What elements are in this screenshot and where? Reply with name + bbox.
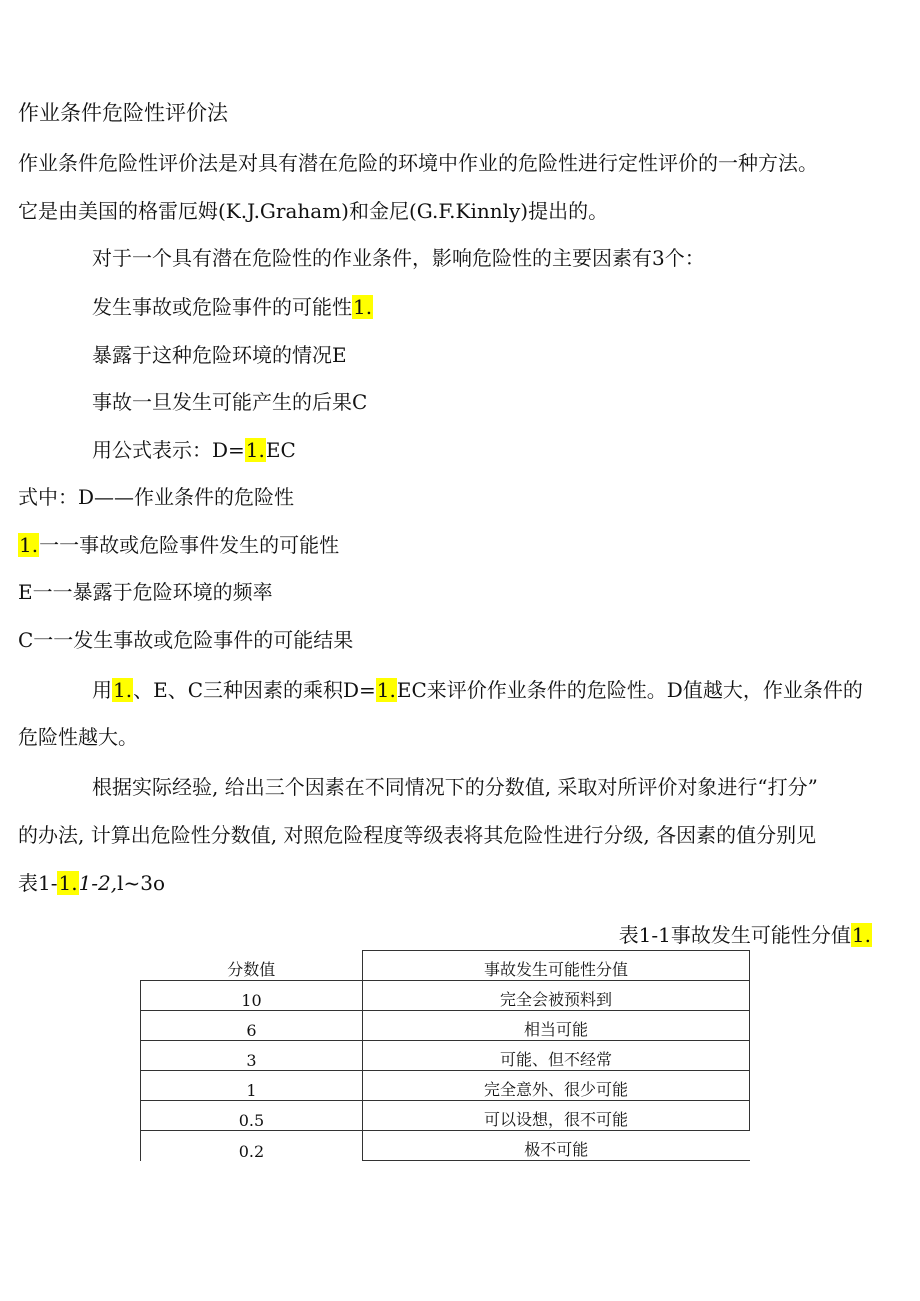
basis-line-2: 的办法, 计算出危险性分数值, 对照危险程度等级表将其危险性进行分级, 各因素的值分别见 [18, 823, 817, 847]
table-cell-description: 完全会被预料到 [362, 981, 749, 1011]
usage-line-1 [92, 677, 863, 703]
basis-line-1: 根据实际经验, 给出三个因素在不同情况下的分数值, 采取对所评价对象进行“打分” [92, 775, 818, 799]
usage-mid: 、E、C三种因素的乘积D= [133, 678, 376, 702]
intro-line-1: 作业条件危险性评价法是对具有潜在危险的环境中作业的危险性进行定性评价的一种方法。 [18, 151, 818, 175]
table-cell-score: 10 [141, 981, 363, 1011]
highlight-mark: 1. [353, 295, 373, 319]
factors-lead: 对于一个具有潜在危险性的作业条件，影响危险性的主要因素有3个： [92, 246, 705, 270]
table-row [141, 1011, 750, 1041]
formula-post: EC [265, 438, 296, 462]
table-row [141, 1071, 750, 1101]
table-header-score: 分数值 [141, 951, 363, 981]
basis-ref-post: l~3o [117, 871, 166, 895]
table-caption-text: 表1-1事故发生可能性分值 [618, 923, 851, 947]
basis-ref-pre: 表1- [18, 871, 58, 895]
document-title: 作业条件危险性评价法 [18, 101, 228, 125]
formula-pre: 用公式表示：D= [92, 438, 245, 462]
highlight-mark: 1. [376, 678, 396, 702]
likelihood-score-table [140, 950, 750, 1161]
table-cell-description: 极不可能 [362, 1131, 749, 1161]
highlight-mark: 1. [19, 533, 39, 557]
usage-pre: 用 [92, 678, 112, 702]
usage-post: EC来评价作业条件的危险性。D值越大，作业条件的 [396, 678, 863, 702]
definition-c: C一一发生事故或危险事件的可能结果 [18, 628, 354, 652]
table-header-description: 事故发生可能性分值 [362, 951, 749, 981]
factor-consequence: 事故一旦发生可能产生的后果C [92, 390, 368, 414]
table-cell-description: 可能、但不经常 [362, 1041, 749, 1071]
table-caption [619, 922, 872, 948]
basis-line-3 [18, 870, 165, 896]
table-cell-score: 1 [141, 1071, 363, 1101]
definition-l [18, 532, 339, 558]
table-cell-score: 6 [141, 1011, 363, 1041]
table-row [141, 981, 750, 1011]
definition-l-text: 一一事故或危险事件发生的可能性 [39, 533, 340, 557]
table-header-row [141, 951, 750, 981]
table-row [141, 1101, 750, 1131]
table-row [141, 1041, 750, 1071]
factor-likelihood [92, 294, 373, 320]
table-cell-score: 0.5 [141, 1101, 363, 1131]
table-cell-score: 3 [141, 1041, 363, 1071]
table-cell-description: 完全意外、很少可能 [362, 1071, 749, 1101]
intro-line-2: 它是由美国的格雷厄姆(K.J.Graham)和金尼(G.F.Kinnly)提出的。 [18, 199, 609, 223]
definition-d: 式中：D——作业条件的危险性 [18, 485, 295, 509]
factor-likelihood-text: 发生事故或危险事件的可能性 [92, 295, 352, 319]
usage-line-2: 危险性越大。 [18, 725, 138, 749]
highlight-mark: 1. [58, 871, 78, 895]
definition-e: E一一暴露于危险环境的频率 [18, 580, 273, 604]
highlight-mark: 1. [245, 438, 265, 462]
factor-exposure: 暴露于这种危险环境的情况E [92, 343, 347, 367]
table-cell-description: 相当可能 [362, 1011, 749, 1041]
highlight-mark: 1. [851, 923, 871, 947]
table-cell-description: 可以设想，很不可能 [362, 1101, 749, 1131]
highlight-mark: 1. [113, 678, 133, 702]
table-row [141, 1131, 750, 1161]
formula-line [92, 437, 296, 463]
basis-ref-italic: 1-2, [78, 871, 118, 895]
table-cell-score: 0.2 [141, 1131, 363, 1161]
